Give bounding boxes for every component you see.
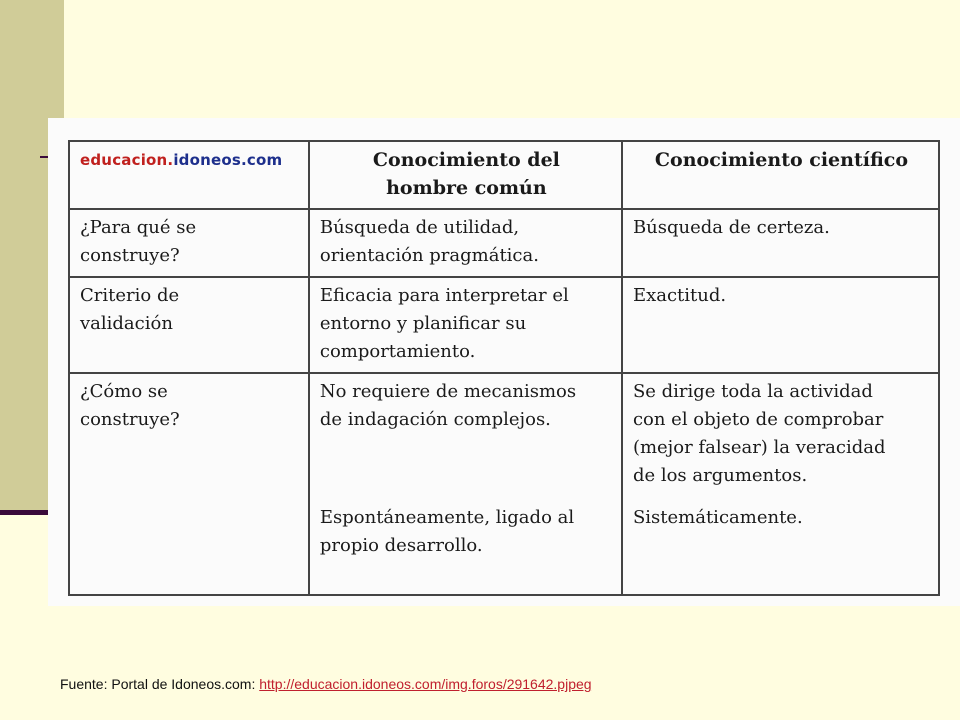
scientific-cell: Exactitud. <box>622 277 939 373</box>
row-label: ¿Cómo se construye? <box>69 373 309 595</box>
table-row <box>69 277 939 373</box>
table-header-row <box>69 141 939 209</box>
site-logo: educacion.idoneos.com <box>80 151 283 169</box>
scientific-cell: Búsqueda de certeza. <box>622 209 939 277</box>
table-row <box>69 209 939 277</box>
source-link[interactable]: http://educacion.idoneos.com/img.foros/291642.pjpeg <box>259 676 592 692</box>
comparison-image <box>48 118 960 606</box>
caption-prefix: Fuente: Portal de Idoneos.com: <box>60 676 260 692</box>
header-scientific-knowledge: Conocimiento científico <box>622 141 939 209</box>
row-label: Criterio de validación <box>69 277 309 373</box>
row-label: ¿Para qué se construye? <box>69 209 309 277</box>
common-cell: No requiere de mecanismos de indagación complejos. Espontáneamente, ligado al propio desarrollo. <box>309 373 622 595</box>
source-caption <box>60 676 592 692</box>
common-cell: Búsqueda de utilidad, orientación pragmática. <box>309 209 622 277</box>
logo-cell <box>69 141 309 209</box>
scientific-cell: Se dirige toda la actividad con el objeto de comprobar (mejor falsear) la veracidad de los argumentos. Sistemáticamente. <box>622 373 939 595</box>
comparison-table <box>68 140 940 596</box>
header-common-knowledge: Conocimiento del hombre común <box>309 141 622 209</box>
table-row <box>69 373 939 595</box>
common-cell: Eficacia para interpretar el entorno y planificar su comportamiento. <box>309 277 622 373</box>
